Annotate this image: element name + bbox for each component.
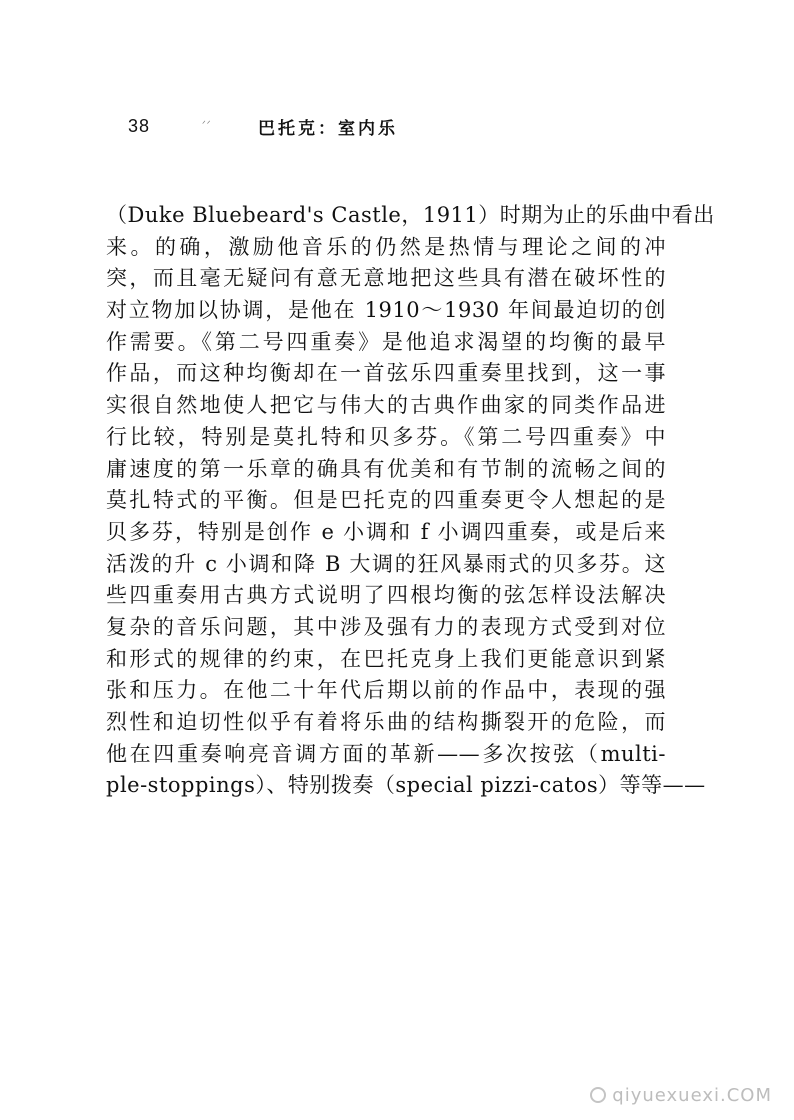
body-text [106,200,715,802]
text-line: ple-stoppings）、特别拨奏（special pizzi-catos）等等—— [106,773,706,798]
header-ornament: ᐟᐟ [202,120,212,130]
watermark-text: qiyuexuexi.COM [612,1085,772,1106]
text-line: 突，而且毫无疑问有意无意地把这些具有潜在破坏性的 [106,266,666,291]
text-line: 实很自然地使人把它与伟大的古典作曲家的同类作品进 [106,393,666,418]
text-line: 来。的确，激励他音乐的仍然是热情与理论之间的冲 [106,234,666,259]
text-line: 行比较，特别是莫扎特和贝多芬。《第二号四重奏》中 [106,424,666,449]
text-line: 庸速度的第一乐章的确具有优美和有节制的流畅之间的 [106,456,666,481]
page-header [128,110,688,140]
text-line: 作品，而这种均衡却在一首弦乐四重奏里找到，这一事 [106,361,666,386]
text-line: （Duke Bluebeard's Castle，1911）时期为止的乐曲中看出 [106,203,715,227]
text-line: 莫扎特式的平衡。但是巴托克的四重奏更令人想起的是 [106,488,666,513]
site-watermark [590,1085,772,1106]
text-line: 和形式的规律的约束，在巴托克身上我们更能意识到紧 [106,646,666,671]
text-line: 烈性和迫切性似乎有着将乐曲的结构撕裂开的危险，而 [106,710,666,734]
text-line: 张和压力。在他二十年代后期以前的作品中，表现的强 [106,678,666,703]
watermark-logo-icon [590,1087,606,1103]
text-line: 复杂的音乐问题，其中涉及强有力的表现方式受到对位 [106,614,666,639]
page-number: 38 [128,116,151,136]
text-line: 些四重奏用古典方式说明了四根均衡的弦怎样设法解决 [106,583,666,608]
running-title: 巴托克：室内乐 [258,119,398,139]
text-line: 活泼的升 c 小调和降 B 大调的狂风暴雨式的贝多芬。这 [106,551,666,576]
text-line: 对立物加以协调，是他在 1910～1930 年间最迫切的创 [106,298,666,323]
text-line: 他在四重奏响亮音调方面的革新——多次按弦（multi- [106,741,666,766]
text-line: 贝多芬，特别是创作 e 小调和 f 小调四重奏，或是后来 [106,519,666,544]
text-line: 作需要。《第二号四重奏》是他追求渴望的均衡的最早 [106,329,666,354]
